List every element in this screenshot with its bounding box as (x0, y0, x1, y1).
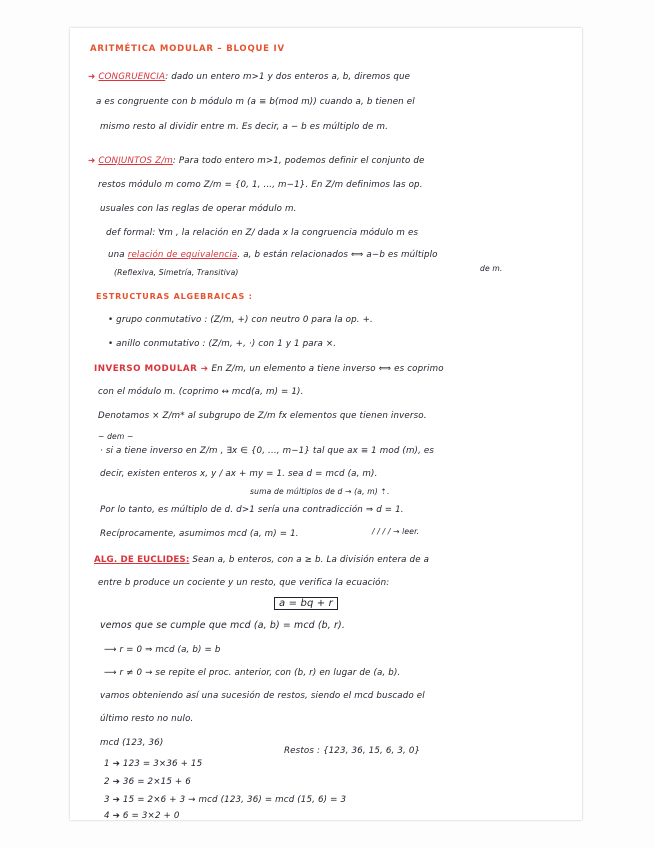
equivalence-line: una relación de equivalencia. a, b están relacionados ⟺ a−b es múltiplo (108, 250, 438, 260)
sum-of-multiples-note: suma de múltiplos de d → (a, m) ⇡. (250, 487, 390, 496)
euclides-step-3: 3 ➔ 15 = 2×6 + 3 → mcd (123, 36) = mcd (15, 6) = 3 (104, 795, 347, 805)
notes-page (70, 28, 582, 820)
euclides-example: mcd (123, 36) (100, 738, 164, 748)
euclides-line-3: vemos que se cumple que mcd (a, b) = mcd (b, r). (100, 620, 345, 631)
inverso-heading: INVERSO MODULAR ➔ (94, 364, 209, 374)
dem-label: − dem − (98, 432, 134, 441)
euclides-formula: a = bq + r (274, 598, 338, 609)
grupo-conmutativo-line: • grupo conmutativo : (Z/m, +) con neutro 0 para la op. +. (108, 315, 373, 325)
inverso-line-3: Denotamos × Z/m* al subgrupo de Z/m fx elementos que tienen inverso. (98, 411, 427, 421)
congruencia-line-2: a es congruente con b módulo m (a ≡ b(mod m)) cuando a, b tienen el (96, 97, 415, 107)
conjuntos-line-2: restos módulo m como Z/m = {0, 1, ..., m−1}. En Z/m definimos las op. (98, 180, 423, 190)
inverso-dem-line-4: Recíprocamente, asumimos mcd (a, m) = 1. (100, 529, 299, 539)
congruencia-line-1: ➜ CONGRUENCIA: dado un entero m>1 y dos enteros a, b, diremos que (88, 72, 411, 82)
euclides-line-7: último resto no nulo. (100, 714, 194, 724)
conjuntos-line-1: ➜ CONJUNTOS Z/m: Para todo entero m>1, podemos definir el conjunto de (88, 156, 425, 166)
conjuntos-heading: CONJUNTOS Z/m (98, 156, 173, 166)
euclides-step-2: 2 ➔ 36 = 2×15 + 6 (104, 777, 191, 787)
euclides-line-6: vamos obteniendo así una sucesión de restos, siendo el mcd buscado el (100, 691, 425, 701)
inverso-dem-line-3: Por lo tanto, es múltiplo de d. d>1 sería una contradicción ⇒ d = 1. (100, 505, 404, 515)
conjuntos-line-3: usuales con las reglas de operar módulo m. (100, 204, 297, 214)
equivalence-multiple-tail: de m. (480, 264, 503, 273)
equivalence-properties: (Reflexiva, Simetría, Transitiva) (114, 268, 239, 277)
equivalence-relation-term: relación de equivalencia (127, 250, 238, 260)
inverso-line-1: INVERSO MODULAR ➔ En Z/m, un elemento a tiene inverso ⟺ es coprimo (94, 364, 444, 374)
restos-sequence: Restos : {123, 36, 15, 6, 3, 0} (284, 746, 421, 756)
estructuras-heading: ESTRUCTURAS ALGEBRAICAS : (96, 292, 253, 301)
inverso-dem-line-1: · si a tiene inverso en Z/m , ∃x ∈ {0, ..., m−1} tal que ax ≡ 1 mod (m), es (100, 446, 435, 456)
congruencia-line-3: mismo resto al dividir entre m. Es decir, a − b es múltiplo de m. (100, 122, 388, 132)
euclides-case-r-nonzero: ⟶ r ≠ 0 → se repite el proc. anterior, con (b, r) en lugar de (a, b). (104, 668, 401, 678)
euclides-heading: ALG. DE EUCLIDES: (94, 555, 190, 565)
euclides-case-r-zero: ⟶ r = 0 ⇒ mcd (a, b) = b (104, 645, 221, 655)
anillo-conmutativo-line: • anillo conmutativo : (Z/m, +, ·) con 1 y 1 para ×. (108, 339, 337, 349)
euclides-line-2: entre b produce un cociente y un resto, que verifica la ecuación: (98, 578, 390, 588)
page-title: ARITMÉTICA MODULAR – BLOQUE IV (90, 44, 285, 54)
congruencia-heading: CONGRUENCIA (98, 72, 166, 82)
euclides-step-1: 1 ➔ 123 = 3×36 + 15 (104, 759, 203, 769)
inverso-dem-line-2: decir, existen enteros x, y / ax + my = 1. sea d = mcd (a, m). (100, 469, 378, 479)
inverso-line-2: con el módulo m. (coprimo ↔ mcd(a, m) = 1). (98, 387, 304, 397)
def-formal-line: def formal: ∀m , la relación en Z/ dada x la congruencia módulo m es (106, 228, 419, 238)
euclides-line-1: ALG. DE EUCLIDES: Sean a, b enteros, con a ≥ b. La división entera de a (94, 555, 430, 565)
leer-note: / / / / → leer. (372, 527, 420, 536)
euclides-step-4: 4 ➔ 6 = 3×2 + 0 (104, 811, 180, 821)
